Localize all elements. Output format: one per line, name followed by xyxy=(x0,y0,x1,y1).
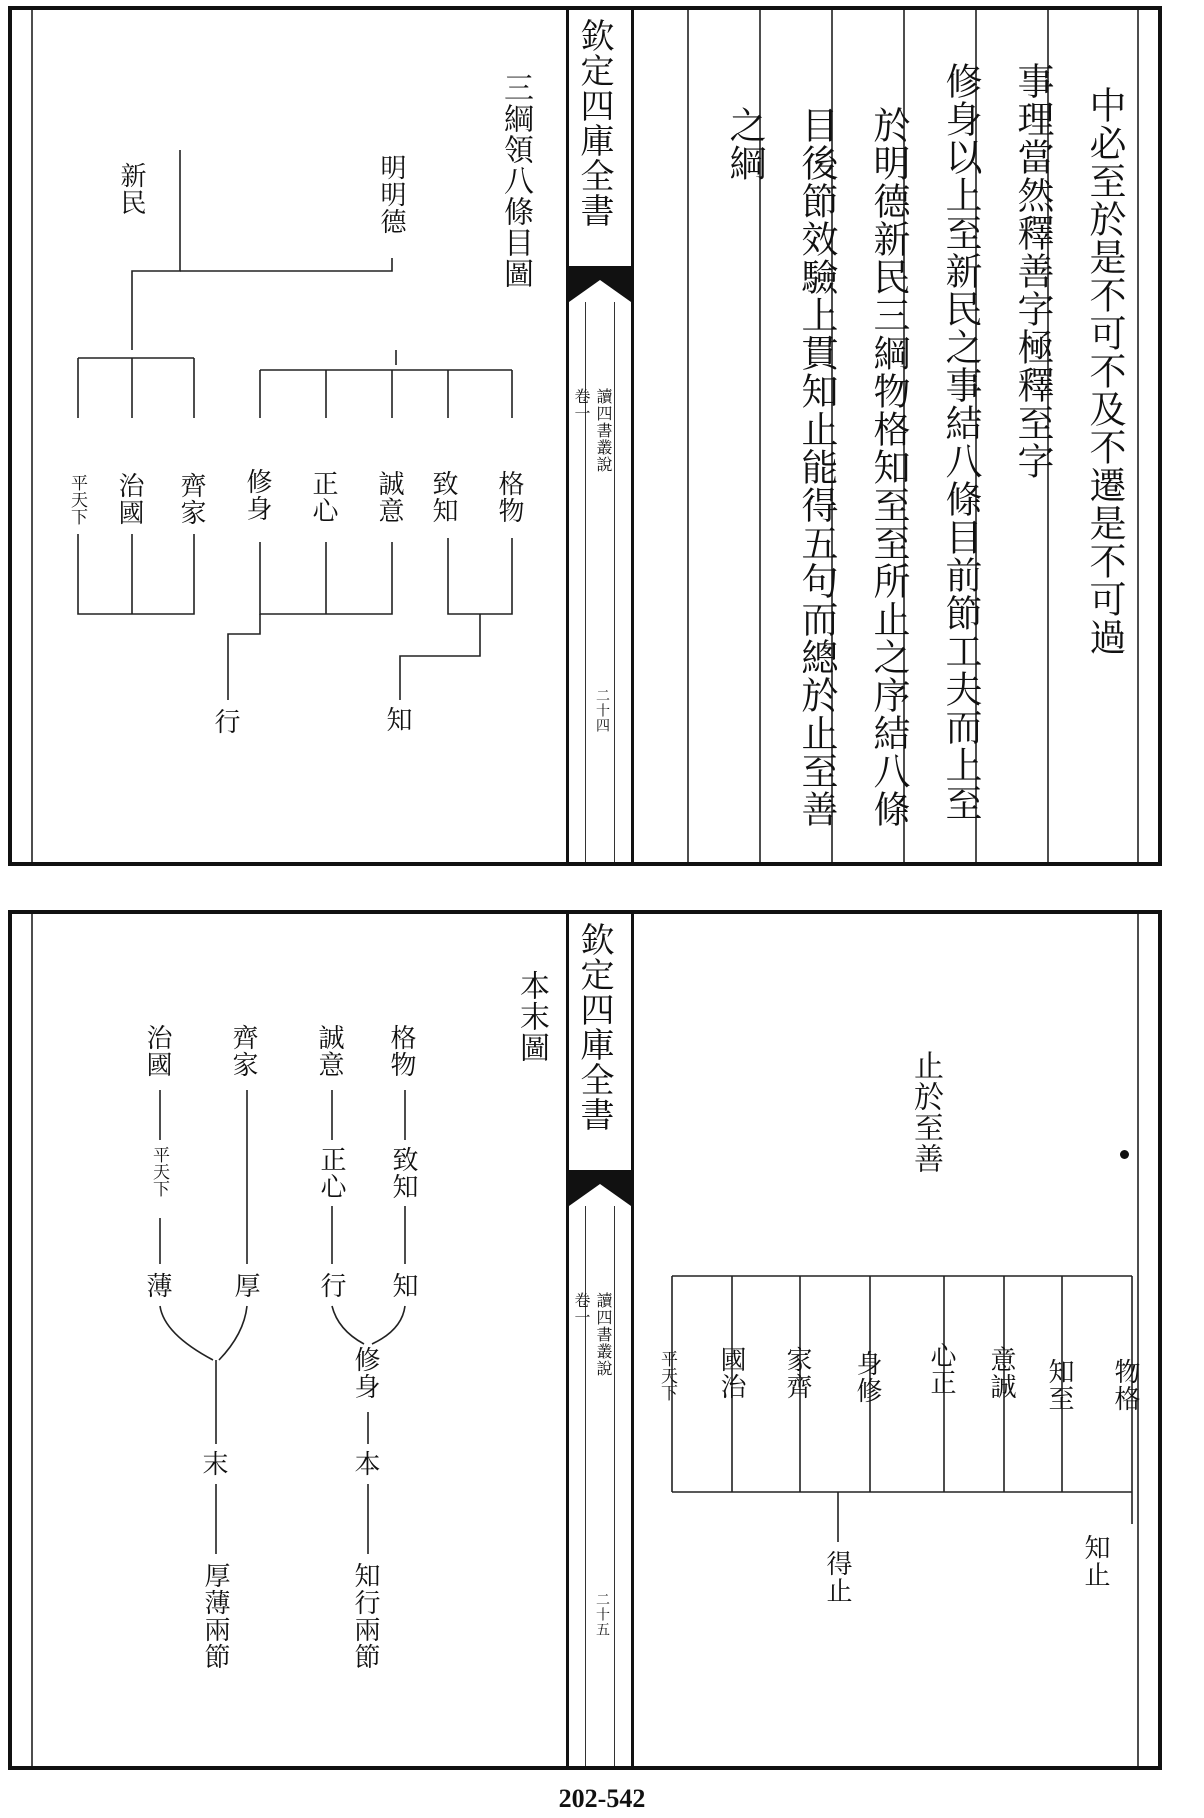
zhishan-jiaqi: 家齊 xyxy=(782,1346,812,1400)
text-column-5: 目後節效驗上貫知止能得五句而總於止至善 xyxy=(795,106,838,828)
bottom-page xyxy=(8,910,1162,1770)
benmo-zhi: 知 xyxy=(388,1272,418,1299)
diagram-title: 三綱領八條目圖 xyxy=(498,72,533,289)
benmo-xiushen: 修身 xyxy=(350,1346,380,1400)
benmo-houbo: 厚薄兩節 xyxy=(200,1562,230,1670)
benmo-chengyi: 誠意 xyxy=(314,1024,344,1078)
fishtail-ornament xyxy=(569,266,631,302)
item-pingtianxia: 平天下 xyxy=(67,474,87,525)
item-gewu: 格物 xyxy=(494,470,524,524)
item-chengyi: 誠意 xyxy=(374,470,404,524)
benmo-zhizhi: 致知 xyxy=(388,1146,418,1200)
zhishan-xinzheng: 心正 xyxy=(926,1342,956,1396)
text-column-2: 事理當然釋善字極釋至字 xyxy=(1011,62,1054,480)
zhishan-shenxiu: 身修 xyxy=(852,1350,882,1404)
banner-page-number: 二十五 xyxy=(594,1592,610,1637)
item-xiushen: 修身 xyxy=(242,468,272,522)
item-zhizhi: 致知 xyxy=(428,470,458,524)
text-column-3: 修身以上至新民之事結八條目前節工夫而上至 xyxy=(939,62,982,822)
zhishan-zhizhi-label: 知止 xyxy=(1080,1534,1110,1588)
gangling-diagram-lines xyxy=(12,10,572,862)
text-column-1: 中必至於是不可不及不遷是不可過 xyxy=(1083,86,1126,656)
zhishan-title: 止於至善 xyxy=(908,1050,943,1174)
page-footer-number: 202-542 xyxy=(558,1784,646,1813)
zhishan-pingtianxia: 平天下 xyxy=(657,1350,677,1401)
xinmin-label: 新民 xyxy=(116,162,146,216)
xing-label: 行 xyxy=(210,708,240,735)
benmo-zhixing: 知行兩節 xyxy=(350,1562,380,1670)
banner-juan: 卷一 xyxy=(572,388,591,422)
item-zhiguo: 治國 xyxy=(114,472,144,526)
banner-book: 讀四書叢說 xyxy=(594,1292,613,1377)
zhishan-dezhi-label: 得止 xyxy=(822,1550,852,1604)
text-column-6: 之綱 xyxy=(723,106,766,182)
zhishan-zhizhi: 知至 xyxy=(1044,1358,1074,1412)
top-page xyxy=(8,6,1162,866)
item-zhengxin: 正心 xyxy=(308,470,338,524)
zhi-label: 知 xyxy=(382,706,412,733)
banner-title: 欽定四庫全書 xyxy=(574,18,614,228)
benmo-gewu: 格物 xyxy=(386,1024,416,1078)
zhishan-guozhi: 國治 xyxy=(716,1346,746,1400)
benmo-xing: 行 xyxy=(316,1272,346,1299)
zhishan-diagram-lines xyxy=(12,914,1158,1766)
benmo-bo: 薄 xyxy=(142,1272,172,1299)
item-qijia: 齊家 xyxy=(176,472,206,526)
benmo-zhengxin: 正心 xyxy=(316,1146,346,1200)
banner-juan: 卷一 xyxy=(572,1292,591,1326)
banner-title: 欽定四庫全書 xyxy=(574,922,614,1132)
benmo-mo: 末 xyxy=(198,1450,228,1477)
mingmingde-label: 明明德 xyxy=(376,154,406,235)
center-banner-top xyxy=(566,10,634,862)
banner-page-number: 二十四 xyxy=(594,688,610,733)
banner-inner xyxy=(585,302,615,862)
benmo-qijia: 齊家 xyxy=(228,1024,258,1078)
benmo-pingtianxia: 平天下 xyxy=(149,1146,169,1197)
text-column-4: 於明德新民三綱物格知至至所止之序結八條 xyxy=(867,106,910,828)
zhishan-wuge: 物格 xyxy=(1110,1358,1140,1412)
benmo-hou: 厚 xyxy=(230,1272,260,1299)
benmo-title: 本末圖 xyxy=(514,970,549,1063)
benmo-ben: 本 xyxy=(350,1450,380,1477)
banner-book: 讀四書叢說 xyxy=(594,388,613,473)
benmo-zhiguo: 治國 xyxy=(142,1024,172,1078)
zhishan-yicheng: 意誠 xyxy=(986,1346,1016,1400)
